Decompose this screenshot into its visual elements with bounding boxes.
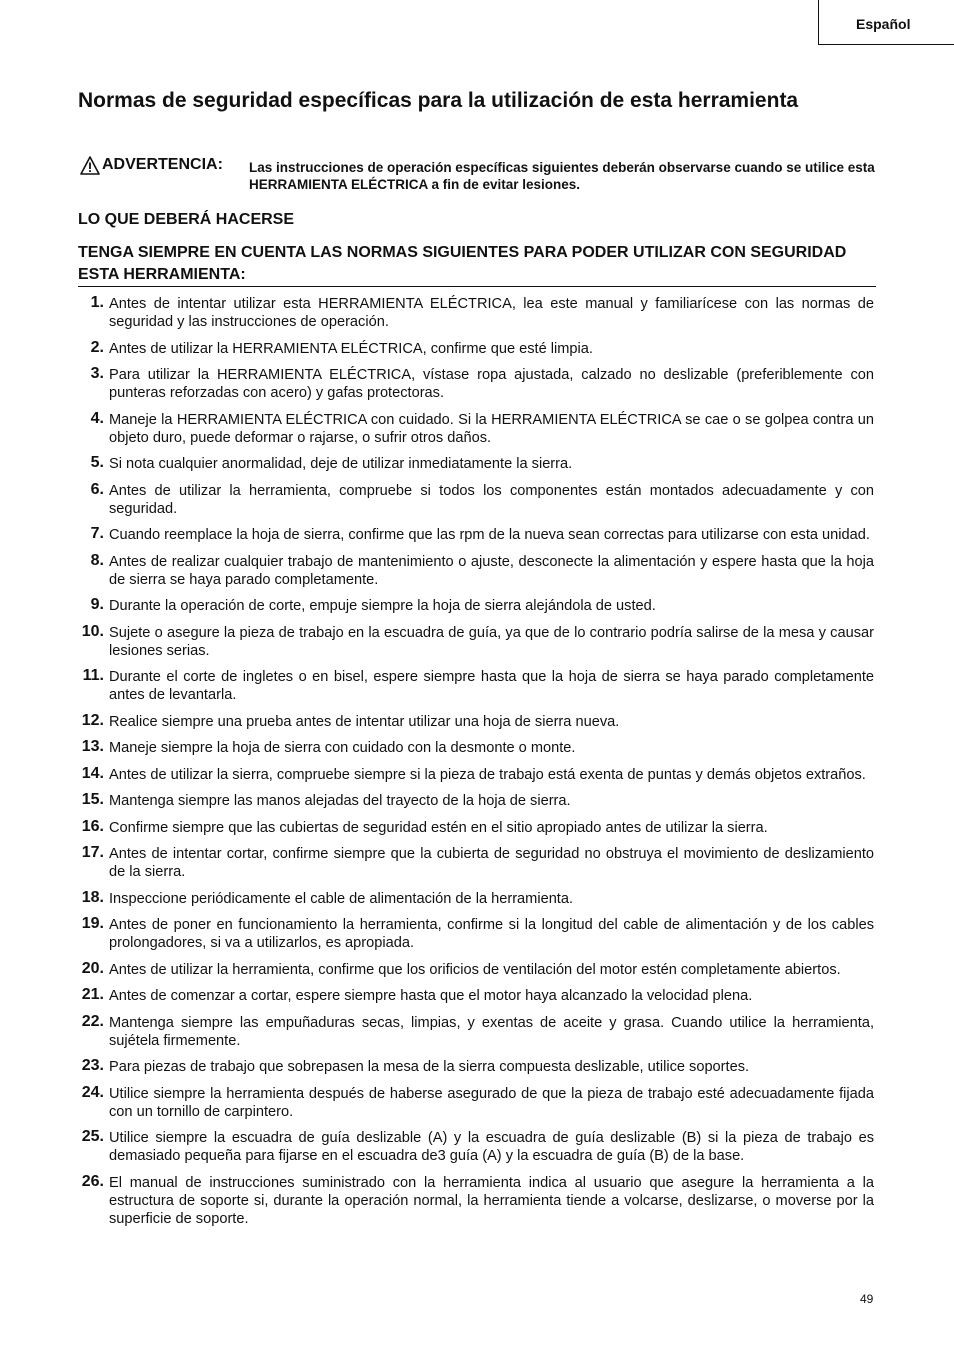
rule-number: 6. — [90, 480, 104, 498]
rule-number: 16. — [81, 817, 104, 835]
rule-text: Inspeccione periódicamente el cable de alimentación de la herramienta. — [109, 890, 574, 907]
rule-text: Mantenga siempre las manos alejadas del trayecto de la hoja de sierra. — [109, 793, 571, 809]
warning-triangle-icon — [80, 156, 100, 175]
language-tab — [818, 0, 954, 45]
rule-item — [74, 295, 874, 331]
rule-number: 13. — [81, 738, 104, 755]
rule-number: 3. — [90, 365, 104, 382]
rule-number: 25. — [81, 1128, 104, 1145]
rule-number: 2. — [90, 338, 104, 356]
warning-block — [78, 156, 878, 196]
rule-text: Sujete o asegure la pieza de trabajo en la escuadra de guía, ya que de lo contrario podría salirse de la mesa y causar lesiones serias. — [109, 624, 874, 659]
rule-item — [74, 766, 874, 784]
rule-item — [74, 455, 874, 473]
rule-item — [74, 411, 874, 447]
rule-number: 12. — [81, 711, 104, 729]
rule-item — [74, 1014, 874, 1050]
rule-text: Antes de comenzar a cortar, espere siempre hasta que el motor haya alcanzado la velocidad plena. — [109, 988, 753, 1004]
rule-number: 21. — [81, 986, 104, 1003]
rule-text: Para utilizar la HERRAMIENTA ELÉCTRICA, vístase ropa ajustada, calzado no deslizable (preferiblemente con punteras reforzadas con acero) y gafas protectoras. — [109, 367, 874, 401]
rule-number: 9. — [90, 596, 104, 613]
do-heading: LO QUE DEBERÁ HACERSE — [78, 211, 295, 228]
rule-text: Antes de utilizar la sierra, compruebe siempre si la pieza de trabajo está exenta de puntas y demás objetos extraños. — [109, 766, 866, 783]
page-number: 49 — [860, 1292, 874, 1306]
rule-item — [74, 1129, 874, 1165]
rule-text: Antes de poner en funcionamiento la herramienta, confirme si la longitud del cable de alimentación y de los cables prolongadores, si va a utilizarlos, es apropiada. — [109, 917, 874, 951]
rule-text: Durante el corte de ingletes o en bisel, espere siempre hasta que la hoja de sierra se haya parado completamente antes de levantarla. — [109, 669, 874, 703]
rule-number: 22. — [81, 1012, 104, 1030]
rule-item — [74, 624, 874, 660]
warning-label: ADVERTENCIA: — [102, 156, 223, 173]
rule-number: 24. — [81, 1083, 104, 1101]
rule-item — [74, 987, 874, 1005]
rule-number: 1. — [90, 294, 104, 311]
rule-text: Antes de utilizar la herramienta, confirme que los orificios de ventilación del motor estén completamente abiertos. — [109, 961, 841, 978]
rule-number: 20. — [81, 959, 104, 977]
rule-item — [74, 553, 874, 589]
rule-number: 4. — [90, 409, 104, 427]
rule-item — [74, 366, 874, 402]
rule-number: 11. — [82, 667, 104, 684]
rule-number: 14. — [81, 764, 104, 782]
rule-number: 26. — [81, 1172, 104, 1190]
rule-text: Antes de utilizar la HERRAMIENTA ELÉCTRICA, confirme que esté limpia. — [109, 340, 593, 357]
rule-item — [74, 739, 874, 757]
rule-item — [74, 792, 874, 810]
rule-item — [74, 961, 874, 979]
page-title: Normas de seguridad específicas para la utilización de esta herramienta — [78, 89, 799, 112]
rule-text: Realice siempre una prueba antes de intentar utilizar una hoja de sierra nueva. — [109, 713, 620, 730]
rule-item — [74, 713, 874, 731]
rule-text: Antes de intentar cortar, confirme siempre que la cubierta de seguridad no obstruya el movimiento de deslizamiento de la sierra. — [109, 846, 874, 880]
rule-item — [74, 668, 874, 704]
rule-item — [74, 526, 874, 544]
rule-number: 17. — [81, 844, 104, 861]
rule-text: Maneje la HERRAMIENTA ELÉCTRICA con cuidado. Si la HERRAMIENTA ELÉCTRICA se cae o se golpea contra un objeto duro, puede deformar o rajarse, o sufrir otros daños. — [109, 411, 874, 446]
safety-rules-list — [74, 295, 874, 1236]
rule-text: Mantenga siempre las empuñaduras secas, limpias, y exentas de aceite y grasa. Cuando utilice la herramienta, sujétela firmemente. — [109, 1014, 874, 1049]
rule-text: Maneje siempre la hoja de sierra con cuidado con la desmonte o monte. — [109, 740, 576, 756]
rule-number: 8. — [90, 551, 104, 569]
rule-number: 19. — [81, 915, 104, 932]
rule-text: Antes de realizar cualquier trabajo de mantenimiento o ajuste, desconecte la alimentación y espere hasta que la hoja de sierra se haya parado completamente. — [109, 553, 874, 588]
rule-item — [74, 1174, 874, 1228]
rule-number: 10. — [81, 622, 104, 640]
rule-item — [74, 482, 874, 518]
rule-item — [74, 340, 874, 358]
rule-text: Utilice siempre la escuadra de guía deslizable (A) y la escuadra de guía deslizable (B) si la pieza de trabajo es demasiado pequeña para fijarse en el escuadra de3 guía (A) y la escuadra de guía (B) de la base. — [109, 1130, 874, 1164]
rule-number: 7. — [90, 525, 104, 542]
rule-item — [74, 819, 874, 837]
rule-item — [74, 890, 874, 908]
warning-text: Las instrucciones de operación específicas siguientes deberán observarse cuando se utilice esta HERRAMIENTA ELÉCTRICA a fin de evitar lesiones. — [249, 160, 875, 192]
rule-text: El manual de instrucciones suministrado con la herramienta indica al usuario que asegure la herramienta a la estructura de soporte si, durante la operación normal, la herramienta tiende a volcarse, deslizarse, o moverse por la superficie de soporte. — [109, 1174, 874, 1227]
rule-text: Antes de utilizar la herramienta, compruebe si todos los componentes están montados adecuadamente y con seguridad. — [109, 482, 874, 517]
rule-number: 18. — [81, 888, 104, 906]
rule-text: Cuando reemplace la hoja de sierra, confirme que las rpm de la nueva sean correctas para utilizarse con esta unidad. — [109, 527, 870, 543]
rule-text: Si nota cualquier anormalidad, deje de utilizar inmediatamente la sierra. — [109, 456, 573, 472]
rule-item — [74, 1085, 874, 1121]
rule-item — [74, 845, 874, 881]
rule-item — [74, 916, 874, 952]
rule-text: Para piezas de trabajo que sobrepasen la mesa de la sierra compuesta deslizable, utilice soportes. — [109, 1059, 750, 1075]
rule-number: 23. — [81, 1057, 104, 1074]
rule-item — [74, 597, 874, 615]
rule-text: Confirme siempre que las cubiertas de seguridad estén en el sitio apropiado antes de utilizar la sierra. — [109, 819, 768, 836]
rule-text: Utilice siempre la herramienta después de haberse asegurado de que la pieza de trabajo esté adecuadamente fijada con un tornillo de carpintero. — [109, 1085, 874, 1120]
always-heading: TENGA SIEMPRE EN CUENTA LAS NORMAS SIGUIENTES PARA PODER UTILIZAR CON SEGURIDAD ESTA HERRAMIENTA: — [78, 242, 876, 287]
rule-text: Durante la operación de corte, empuje siempre la hoja de sierra alejándola de usted. — [109, 598, 656, 614]
rule-text: Antes de intentar utilizar esta HERRAMIENTA ELÉCTRICA, lea este manual y familiarícese con las normas de seguridad y las instrucciones de operación. — [109, 296, 874, 330]
language-label: Español — [856, 16, 911, 32]
rule-item — [74, 1058, 874, 1076]
rule-number: 5. — [90, 454, 104, 471]
rule-number: 15. — [81, 791, 104, 808]
